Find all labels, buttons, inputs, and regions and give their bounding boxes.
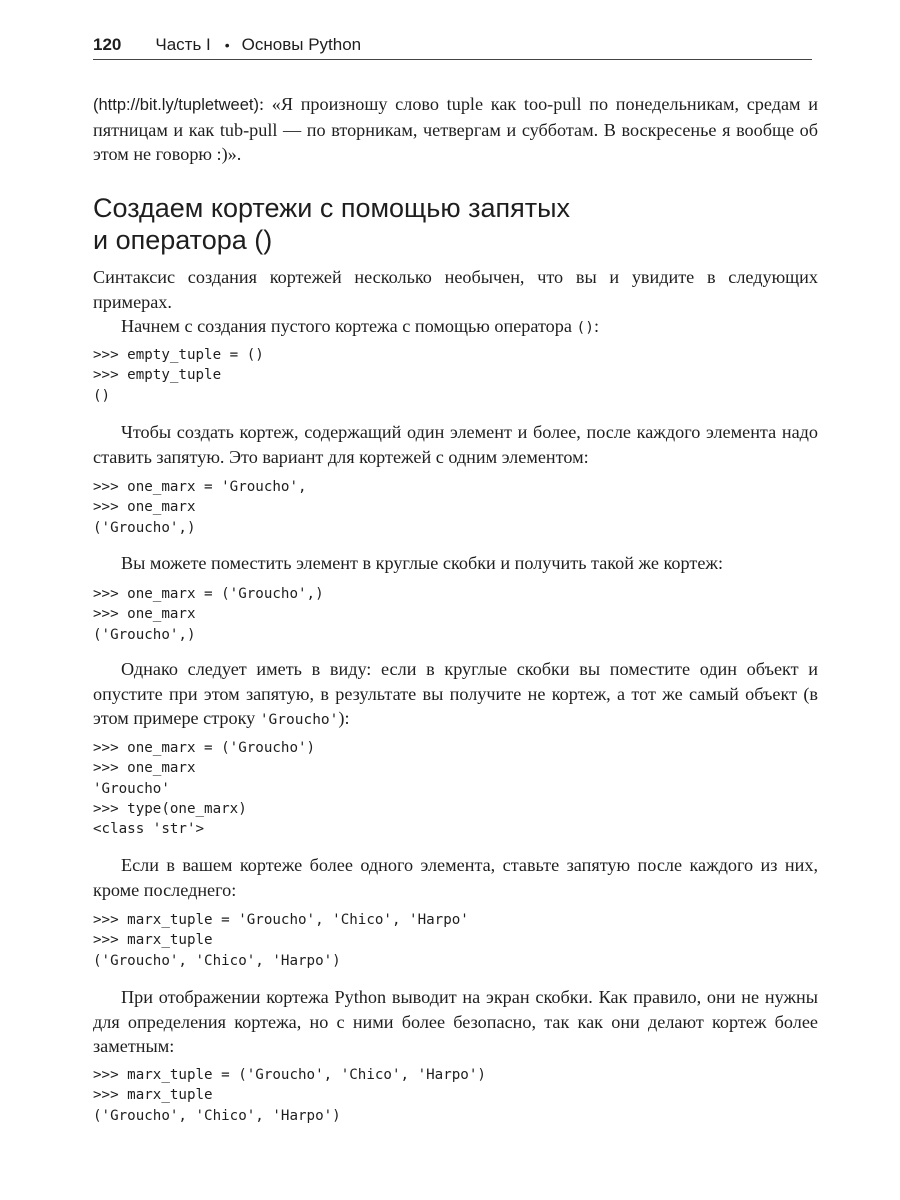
inline-code: () xyxy=(576,320,594,336)
code-block-marx-tuple-parens: >>> marx_tuple = ('Groucho', 'Chico', 'Harpo') >>> marx_tuple ('Groucho', 'Chico', 'Harpo') xyxy=(93,1067,486,1124)
paragraph-text: Однако следует иметь в виду: если в круглые скобки вы поместите один объект и опустите при этом запятую, в результате вы получите не кортеж, а тот же самый объект (в этом примере строку xyxy=(93,659,818,728)
section-heading-line1: Создаем кортежи с помощью запятых xyxy=(93,193,570,223)
paragraph-parens: Вы можете поместить элемент в круглые скобки и получить такой же кортеж: xyxy=(121,553,724,573)
paragraph-text: Начнем с создания пустого кортежа с помощью оператора xyxy=(121,316,577,336)
code-block-one-marx-comma: >>> one_marx = 'Groucho', >>> one_marx ('Groucho',) xyxy=(93,479,307,536)
paragraph-syntax: Синтаксис создания кортежей несколько необычен, что вы и увидите в следующих примерах. xyxy=(93,267,818,312)
intro-paragraph xyxy=(93,92,818,167)
paragraph-display: При отображении кортежа Python выводит на экран скобки. Как правило, они не нужны для определения кортежа, но с ними более безопасно, так как они делают кортеж более заметным: xyxy=(93,987,818,1056)
section-heading-line2: и оператора () xyxy=(93,225,273,255)
header-bullet: • xyxy=(224,37,230,53)
page-number: 120 xyxy=(93,35,122,54)
paragraph-one-element: Чтобы создать кортеж, содержащий один элемент и более, после каждого элемента надо ставить запятую. Это вариант для кортежей с одним элементом: xyxy=(93,422,818,467)
paragraph-warning xyxy=(93,657,818,733)
code-block-empty-tuple: >>> empty_tuple = () >>> empty_tuple () xyxy=(93,347,264,404)
part-label: Часть I xyxy=(155,35,211,54)
running-header xyxy=(93,31,812,60)
tupletweet-link[interactable]: (http://bit.ly/tupletweet) xyxy=(93,96,259,114)
code-block-one-marx-string: >>> one_marx = ('Groucho') >>> one_marx 'Groucho' >>> type(one_marx) <class 'str'> xyxy=(93,740,316,838)
paragraph-empty-tuple xyxy=(93,314,818,341)
paragraph-text: : xyxy=(593,316,600,336)
section-heading xyxy=(93,192,812,256)
book-title: Основы Python xyxy=(241,35,362,54)
code-block-one-marx-parens: >>> one_marx = ('Groucho',) >>> one_marx ('Groucho',) xyxy=(93,586,324,643)
inline-code: 'Groucho' xyxy=(259,712,339,728)
code-block-marx-tuple: >>> marx_tuple = 'Groucho', 'Chico', 'Harpo' >>> marx_tuple ('Groucho', 'Chico', 'Harpo') xyxy=(93,912,469,969)
intro-quote: : «Я произношу слово tuple как too-pull по понедельникам, средам и пятницам и как tub-pull — по вторникам, четвергам и субботам. В воскресенье я вообще об этом не говорю :)». xyxy=(93,94,818,164)
paragraph-text: ): xyxy=(338,708,350,728)
paragraph-multiple: Если в вашем кортеже более одного элемента, ставьте запятую после каждого из них, кроме последнего: xyxy=(93,855,818,900)
